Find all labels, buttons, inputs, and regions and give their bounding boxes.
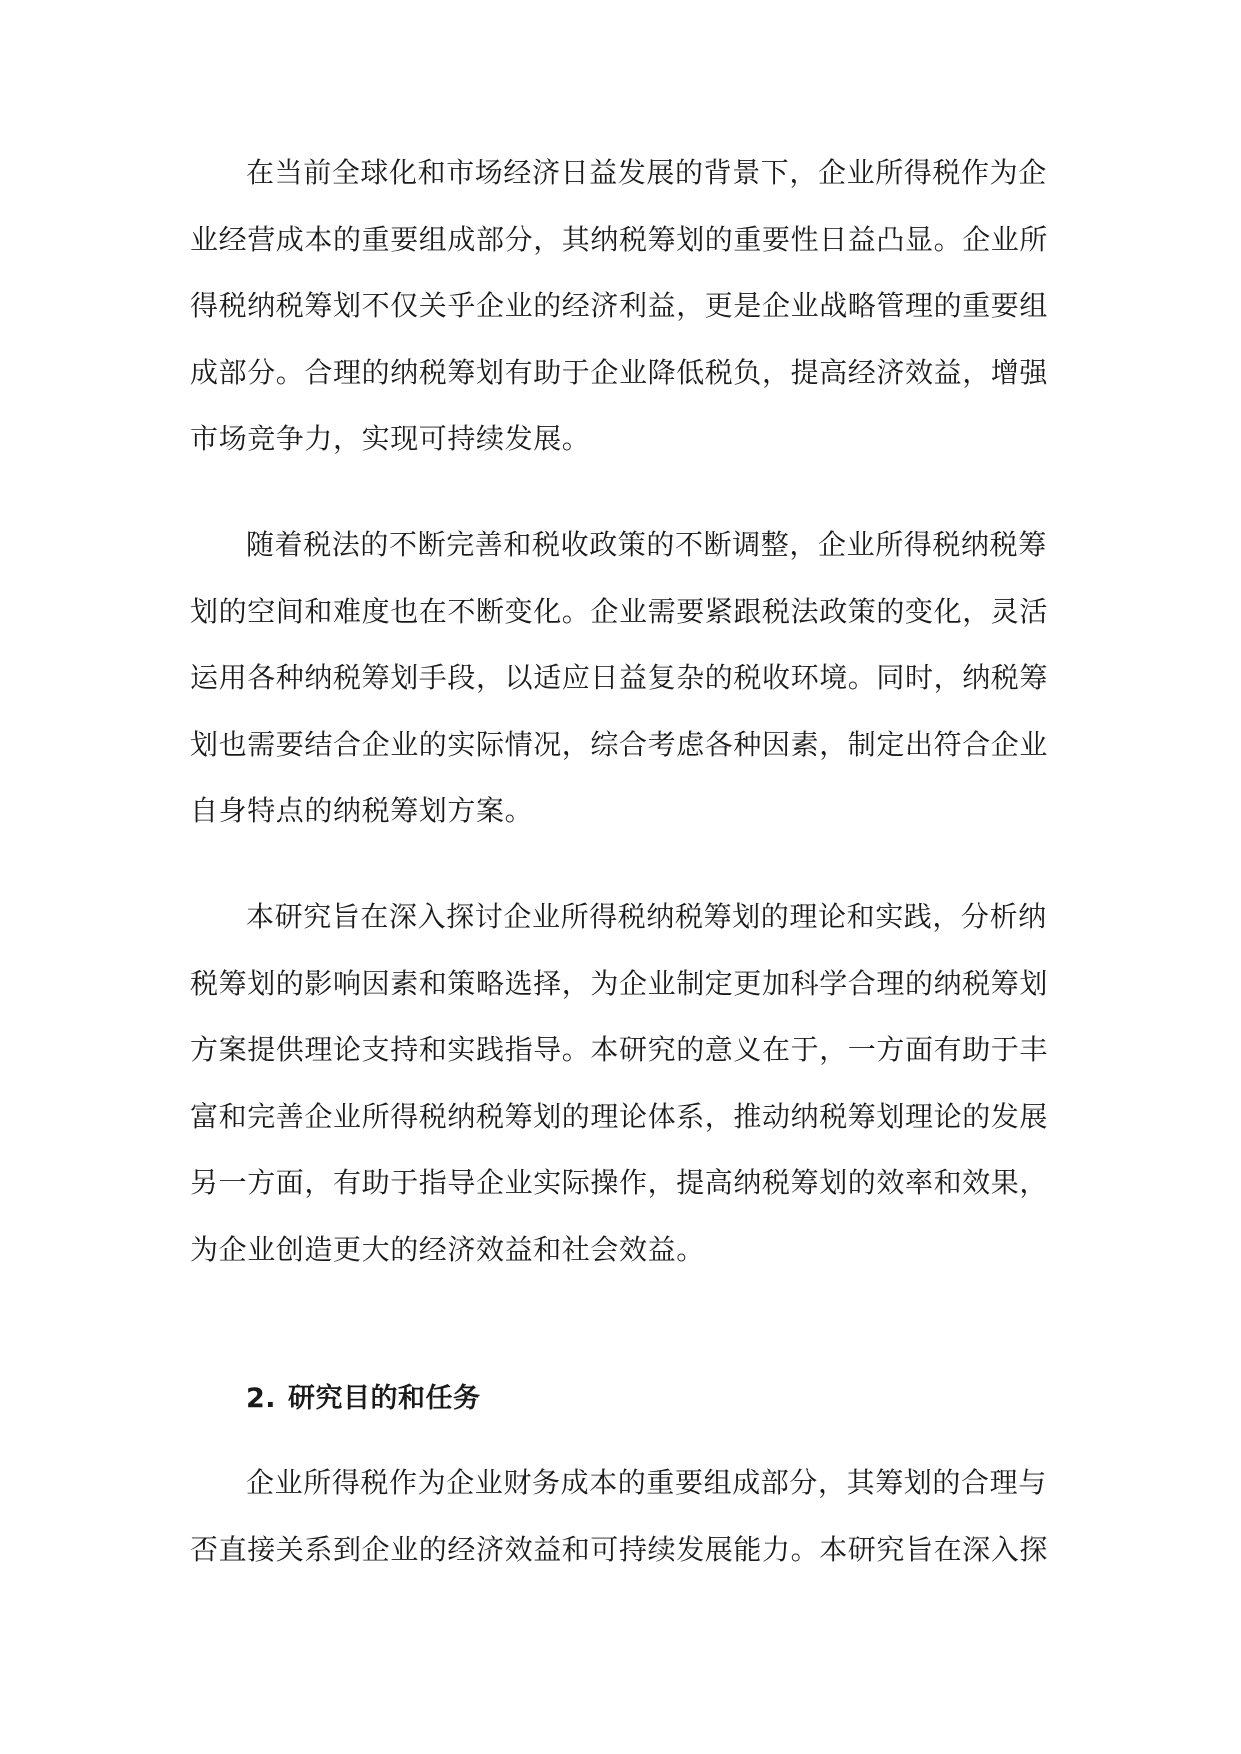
section-heading (246, 1366, 481, 1432)
paragraph-line: 划也需要结合企业的实际情况，综合考虑各种因素，制定出符合企业 (190, 727, 1049, 761)
paragraph-line: 方案提供理论支持和实践指导。本研究的意义在于，一方面有助于丰 (190, 1033, 1049, 1066)
paragraph-line: 随着税法的不断完善和税收政策的不断调整，企业所得税纳税筹 (246, 528, 1047, 561)
paragraph-line: 自身特点的纳税筹划方案。 (190, 794, 534, 827)
paragraph-line: 市场竞争力，实现可持续发展。 (190, 422, 591, 455)
paragraph-line: 本研究旨在深入探讨企业所得税纳税筹划的理论和实践，分析纳 (246, 900, 1047, 933)
paragraph-line: 税筹划的影响因素和策略选择，为企业制定更加科学合理的纳税筹划 (190, 966, 1049, 1000)
paragraph-4 (190, 1450, 1070, 1583)
section-number: 2. (246, 1383, 277, 1414)
paragraph-line: 业经营成本的重要组成部分，其纳税筹划的重要性日益凸显。企业所 (190, 222, 1049, 256)
paragraph-line: 划的空间和难度也在不断变化。企业需要紧跟税法政策的变化，灵活 (190, 594, 1049, 628)
paragraph-line: 成部分。合理的纳税筹划有助于企业降低税负，提高经济效益，增强 (190, 355, 1049, 389)
paragraph-3 (190, 884, 1070, 1283)
paragraph-line: 为企业创造更大的经济效益和社会效益。 (190, 1232, 705, 1266)
paragraph-line: 得税纳税筹划不仅关乎企业的经济利益，更是企业战略管理的重要组 (190, 289, 1049, 322)
paragraph-line: 在当前全球化和市场经济日益发展的背景下，企业所得税作为企 (246, 156, 1047, 189)
section-title: 研究目的和任务 (288, 1383, 481, 1414)
paragraph-line: 企业所得税作为企业财务成本的重要组成部分，其筹划的合理与 (246, 1466, 1047, 1499)
paragraph-1 (190, 140, 1070, 473)
paragraph-line: 运用各种纳税筹划手段，以适应日益复杂的税收环境。同时，纳税筹 (190, 661, 1049, 694)
paragraph-2 (190, 512, 1070, 845)
paragraph-line: 否直接关系到企业的经济效益和可持续发展能力。本研究旨在深入探 (190, 1532, 1049, 1566)
paragraph-line: 富和完善企业所得税纳税筹划的理论体系，推动纳税筹划理论的发展 (190, 1099, 1049, 1133)
paragraph-line: 另一方面，有助于指导企业实际操作，提高纳税筹划的效率和效果， (190, 1166, 1049, 1199)
